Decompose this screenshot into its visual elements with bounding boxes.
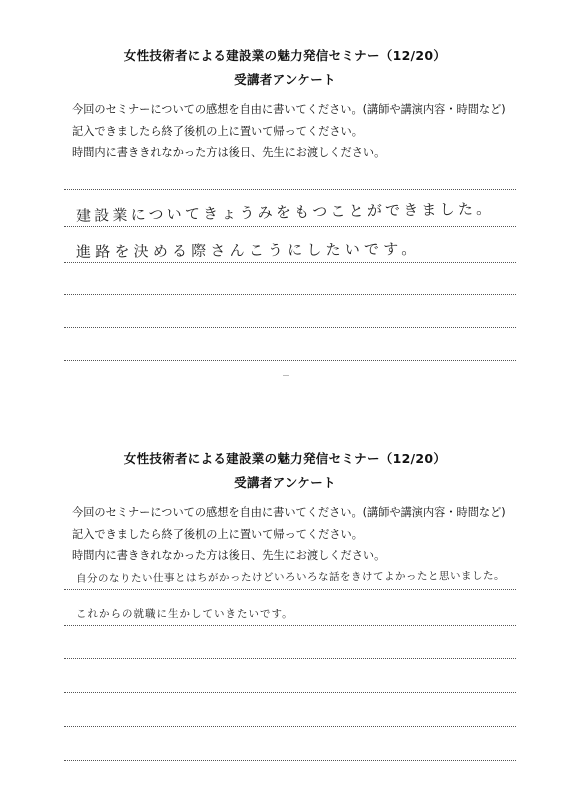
instruction-line-2: 記入できましたら終了後机の上に置いて帰ってください。	[72, 125, 363, 138]
answer-line	[64, 589, 516, 590]
survey-subtitle: 受講者アンケート	[234, 72, 336, 87]
page-divider-mark	[283, 375, 289, 376]
answer-line	[64, 726, 516, 727]
answer-line	[64, 658, 516, 659]
handwritten-response-2: 進路を決める際さんこうにしたいです。	[75, 239, 421, 261]
seminar-title: 女性技術者による建設業の魅力発信セミナー（12/20）	[123, 48, 447, 63]
answer-line	[64, 189, 516, 190]
survey-subtitle: 受講者アンケート	[234, 475, 336, 490]
answer-line	[64, 327, 516, 328]
answer-line	[64, 226, 516, 227]
handwritten-response-2: これからの就職に生かしていきたいです。	[76, 608, 294, 620]
instruction-line-3: 時間内に書ききれなかった方は後日、先生にお渡しください。	[72, 549, 386, 562]
answer-line	[64, 294, 516, 295]
instruction-line-1: 今回のセミナーについての感想を自由に書いてください。(講師や講演内容・時間など)	[72, 506, 506, 519]
instruction-line-2: 記入できましたら終了後机の上に置いて帰ってください。	[72, 528, 363, 541]
seminar-title: 女性技術者による建設業の魅力発信セミナー（12/20）	[123, 451, 447, 466]
answer-line	[64, 692, 516, 693]
instruction-line-1: 今回のセミナーについての感想を自由に書いてください。(講師や講演内容・時間など)	[72, 103, 506, 116]
instruction-line-3: 時間内に書ききれなかった方は後日、先生にお渡しください。	[72, 146, 386, 159]
handwritten-response-1: 自分のなりたい仕事とはちがかったけどいろいろな話をきけてよかったと思いました。	[75, 570, 506, 585]
answer-line	[64, 360, 516, 361]
answer-line	[64, 625, 516, 626]
handwritten-response-1: 建設業についてきょうみをもつことができました。	[75, 199, 495, 225]
answer-line	[64, 760, 516, 761]
answer-line	[64, 262, 516, 263]
